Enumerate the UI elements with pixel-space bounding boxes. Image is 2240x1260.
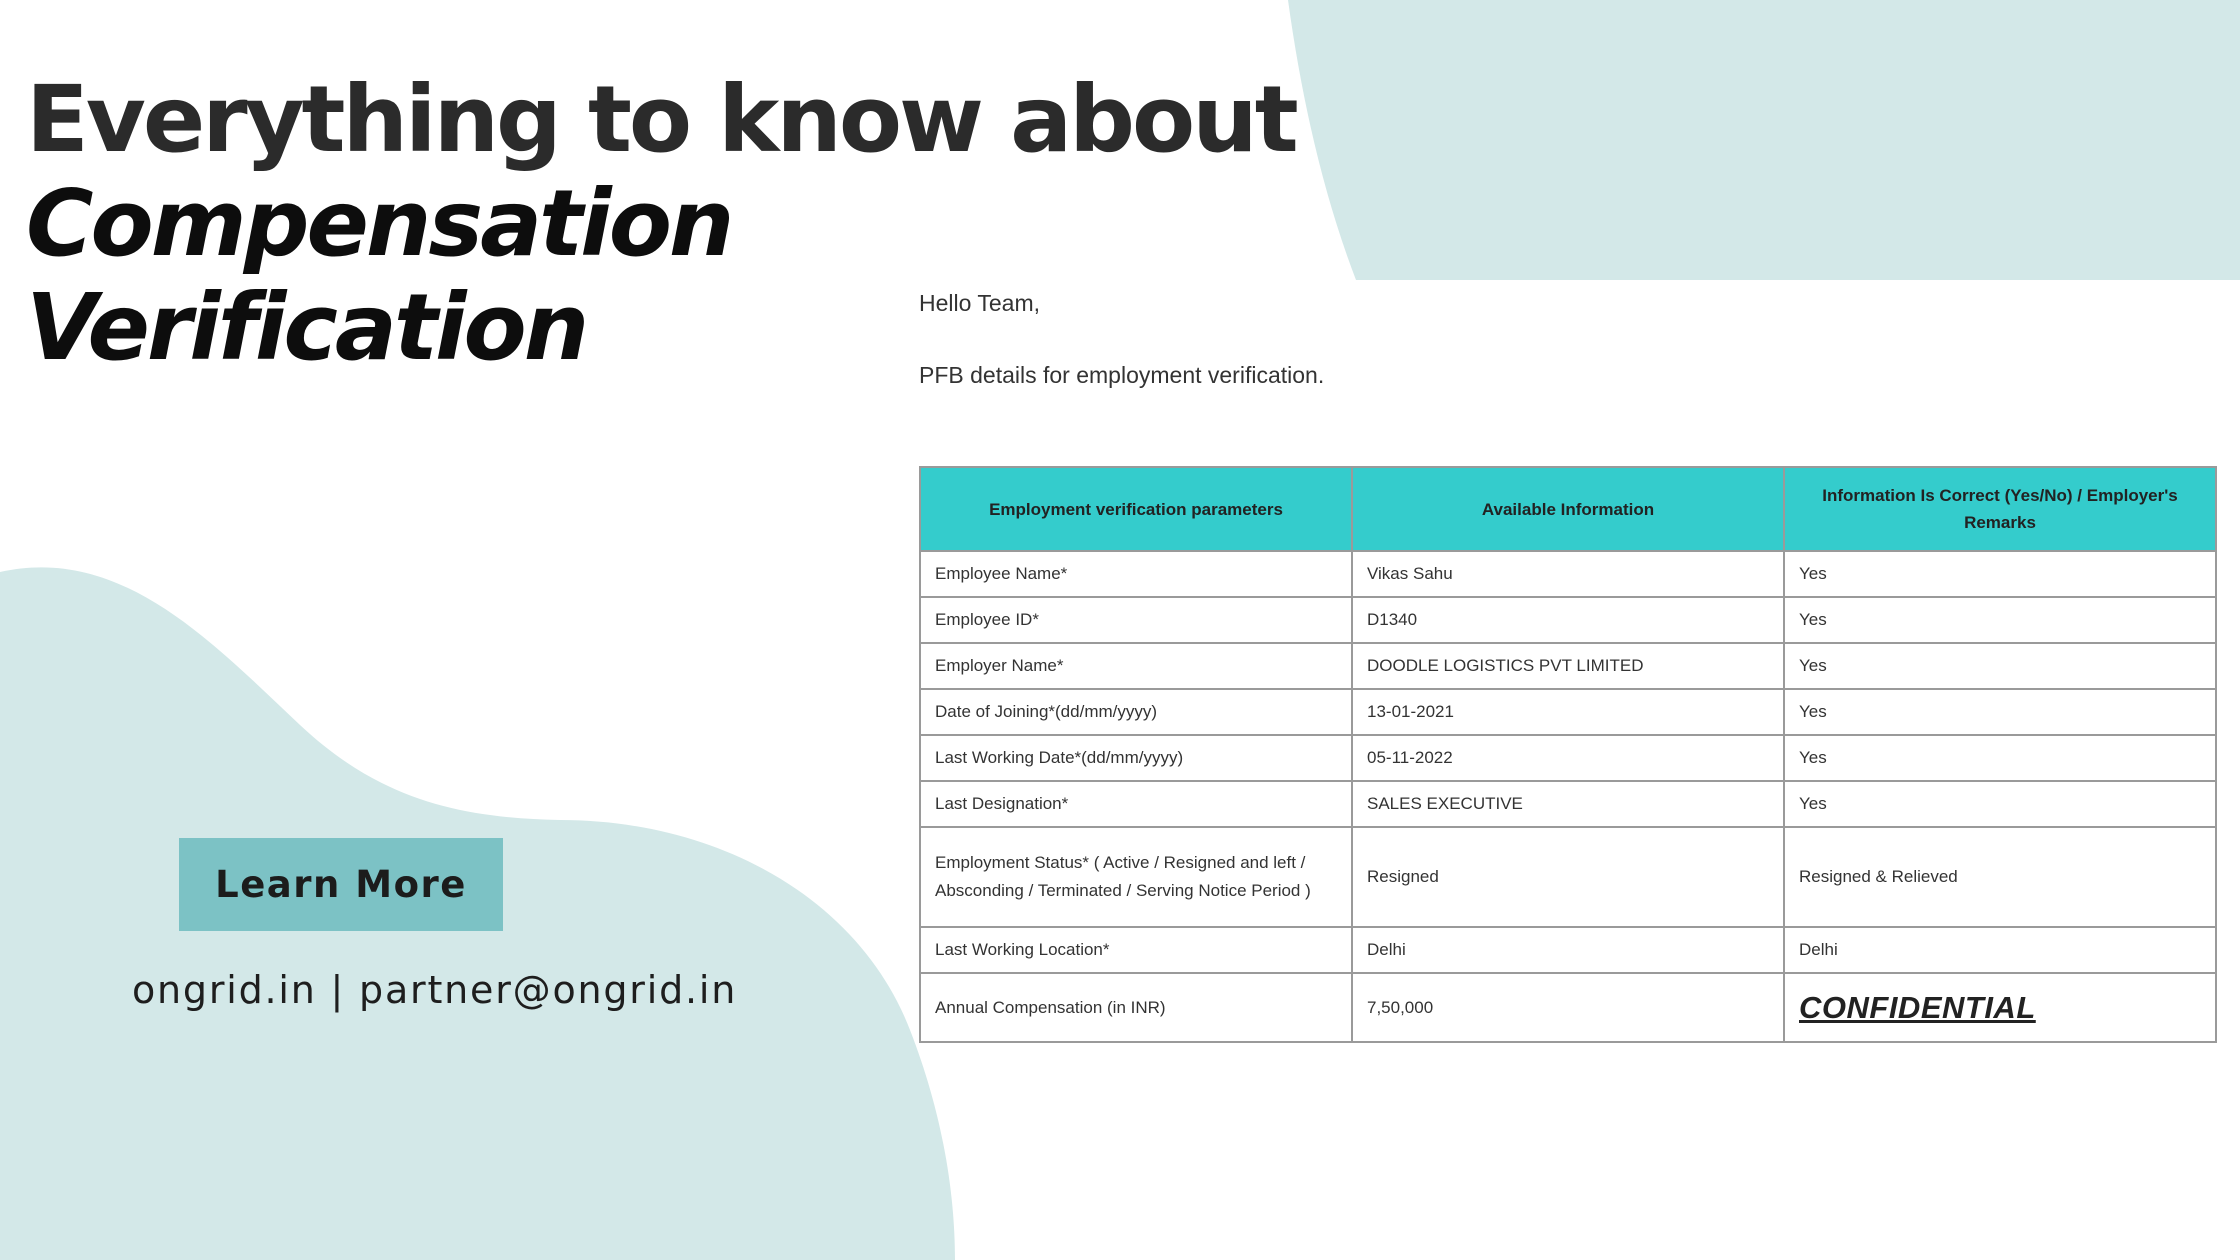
table-cell: Yes [1784, 643, 2216, 689]
table-cell: Last Working Date*(dd/mm/yyyy) [920, 735, 1352, 781]
table-row [920, 551, 2216, 597]
table-cell: Last Designation* [920, 781, 1352, 827]
table-cell: Resigned [1352, 827, 1784, 927]
confidential-stamp: CONFIDENTIAL [1784, 973, 2216, 1042]
table-cell: Delhi [1352, 927, 1784, 973]
table-cell: Employer Name* [920, 643, 1352, 689]
table-cell: Delhi [1784, 927, 2216, 973]
table-cell: 7,50,000 [1352, 973, 1784, 1042]
table-cell: Vikas Sahu [1352, 551, 1784, 597]
email-greeting: Hello Team, [919, 290, 1041, 316]
table-row [920, 689, 2216, 735]
table-cell: Yes [1784, 551, 2216, 597]
column-header: Employment verification parameters [920, 467, 1352, 551]
top-right-shape [1288, 0, 2240, 280]
table-row [920, 781, 2216, 827]
column-header: Available Information [1352, 467, 1784, 551]
table-cell: Resigned & Relieved [1784, 827, 2216, 927]
table-cell: Yes [1784, 597, 2216, 643]
table-row [920, 927, 2216, 973]
table-row [920, 735, 2216, 781]
contact-info: ongrid.in | partner@ongrid.in [132, 968, 738, 1012]
table-row [920, 643, 2216, 689]
verification-table [919, 466, 2217, 1043]
table-row [920, 597, 2216, 643]
table-cell: SALES EXECUTIVE [1352, 781, 1784, 827]
table-cell: 13-01-2021 [1352, 689, 1784, 735]
email-screenshot [900, 268, 2240, 1028]
table-cell: Yes [1784, 689, 2216, 735]
table-cell: Annual Compensation (in INR) [920, 973, 1352, 1042]
title-line-1: Everything to know about [26, 66, 1296, 173]
table-cell: Yes [1784, 781, 2216, 827]
table-cell: D1340 [1352, 597, 1784, 643]
table-header-row [920, 467, 2216, 551]
table-cell: 05-11-2022 [1352, 735, 1784, 781]
column-header: Information Is Correct (Yes/No) / Employer's Remarks [1784, 467, 2216, 551]
table-row [920, 827, 2216, 927]
table-row [920, 973, 2216, 1042]
table-cell: Employment Status* ( Active / Resigned and left / Absconding / Terminated / Serving Notice Period ) [920, 827, 1352, 927]
table-cell: Employee ID* [920, 597, 1352, 643]
title-line-2: Compensation [26, 170, 732, 277]
table-cell: Date of Joining*(dd/mm/yyyy) [920, 689, 1352, 735]
table-cell: Last Working Location* [920, 927, 1352, 973]
title-line-3: Verification [26, 274, 587, 381]
learn-more-button[interactable]: Learn More [179, 838, 503, 931]
table-cell: Yes [1784, 735, 2216, 781]
table-cell: Employee Name* [920, 551, 1352, 597]
table-cell: DOODLE LOGISTICS PVT LIMITED [1352, 643, 1784, 689]
email-intro: PFB details for employment verification. [919, 362, 1325, 388]
